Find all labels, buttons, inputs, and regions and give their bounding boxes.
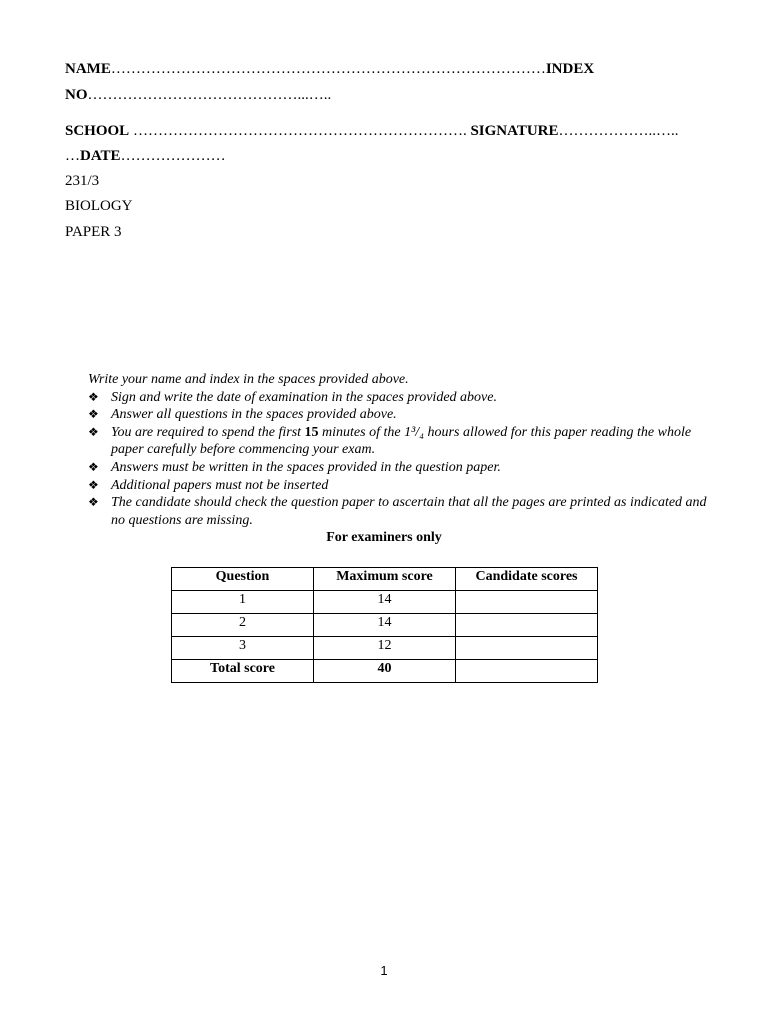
signature-label: SIGNATURE xyxy=(470,123,559,139)
diamond-bullet-icon: ❖ xyxy=(88,389,99,404)
instruction-list xyxy=(88,389,708,530)
cell-total-max: 40 xyxy=(314,660,456,683)
table-header-row xyxy=(172,568,598,591)
paper-number: PAPER 3 xyxy=(65,224,122,240)
date-dots: ………………… xyxy=(120,148,226,164)
name-label: NAME xyxy=(65,61,111,77)
instructions xyxy=(88,371,708,529)
diamond-bullet-icon: ❖ xyxy=(88,495,99,510)
examiners-title: For examiners only xyxy=(326,530,442,545)
index-no-line xyxy=(65,87,331,104)
cell-max-score: 14 xyxy=(314,614,456,637)
table-row xyxy=(172,591,598,614)
instruction-item: ❖ Additional papers must not be inserted xyxy=(88,477,329,493)
school-dots: …………………………………………………………. xyxy=(129,123,471,139)
header-question: Question xyxy=(172,568,314,591)
date-line xyxy=(65,148,226,165)
no-dots: ……………………………………...….. xyxy=(87,87,332,103)
cell-question: 3 xyxy=(172,637,314,660)
cell-total-candidate[interactable] xyxy=(456,660,598,683)
table-row xyxy=(172,637,598,660)
name-dots: …………………………………………………………………………… xyxy=(110,61,546,77)
instruction-item: ❖ You are required to spend the first 15 minutes of the 1³/₄ hours allowed for this paper reading the whole paper carefully before commencing your exam. xyxy=(88,424,692,458)
school-label: SCHOOL xyxy=(65,123,130,139)
diamond-bullet-icon: ❖ xyxy=(88,407,99,422)
diamond-bullet-icon: ❖ xyxy=(88,459,99,474)
date-prefix: … xyxy=(65,148,80,164)
diamond-bullet-icon: ❖ xyxy=(88,424,99,439)
cell-total-label: Total score xyxy=(172,660,314,683)
cell-candidate-score[interactable] xyxy=(456,591,598,614)
name-index-line xyxy=(65,61,594,78)
date-label: DATE xyxy=(80,148,121,164)
instruction-item: ❖ Answer all questions in the spaces provided above. xyxy=(88,407,397,423)
page-number: 1 xyxy=(380,963,388,978)
instruction-item: ❖ Sign and write the date of examination in the spaces provided above. xyxy=(88,389,497,405)
instruction-first: Write your name and index in the spaces provided above. xyxy=(88,372,409,387)
index-label: INDEX xyxy=(545,61,595,77)
score-table xyxy=(171,567,598,683)
header-max-score: Maximum score xyxy=(314,568,456,591)
no-label: NO xyxy=(65,87,88,103)
cell-question: 1 xyxy=(172,591,314,614)
subject-title: BIOLOGY xyxy=(65,198,133,214)
cell-candidate-score[interactable] xyxy=(456,614,598,637)
signature-dots: ………………..….. xyxy=(558,123,679,139)
paper-code: 231/3 xyxy=(65,173,100,189)
cell-max-score: 12 xyxy=(314,637,456,660)
instruction-item: ❖ Answers must be written in the spaces provided in the question paper. xyxy=(88,459,501,475)
cell-max-score: 14 xyxy=(314,591,456,614)
table-total-row xyxy=(172,660,598,683)
table-row xyxy=(172,614,598,637)
diamond-bullet-icon: ❖ xyxy=(88,477,99,492)
instruction-item: ❖ The candidate should check the question paper to ascertain that all the pages are printed as indicated and no questions are missing. xyxy=(88,495,707,528)
school-signature-line xyxy=(65,123,679,140)
cell-question: 2 xyxy=(172,614,314,637)
header-candidate-scores: Candidate scores xyxy=(456,568,598,591)
cell-candidate-score[interactable] xyxy=(456,637,598,660)
